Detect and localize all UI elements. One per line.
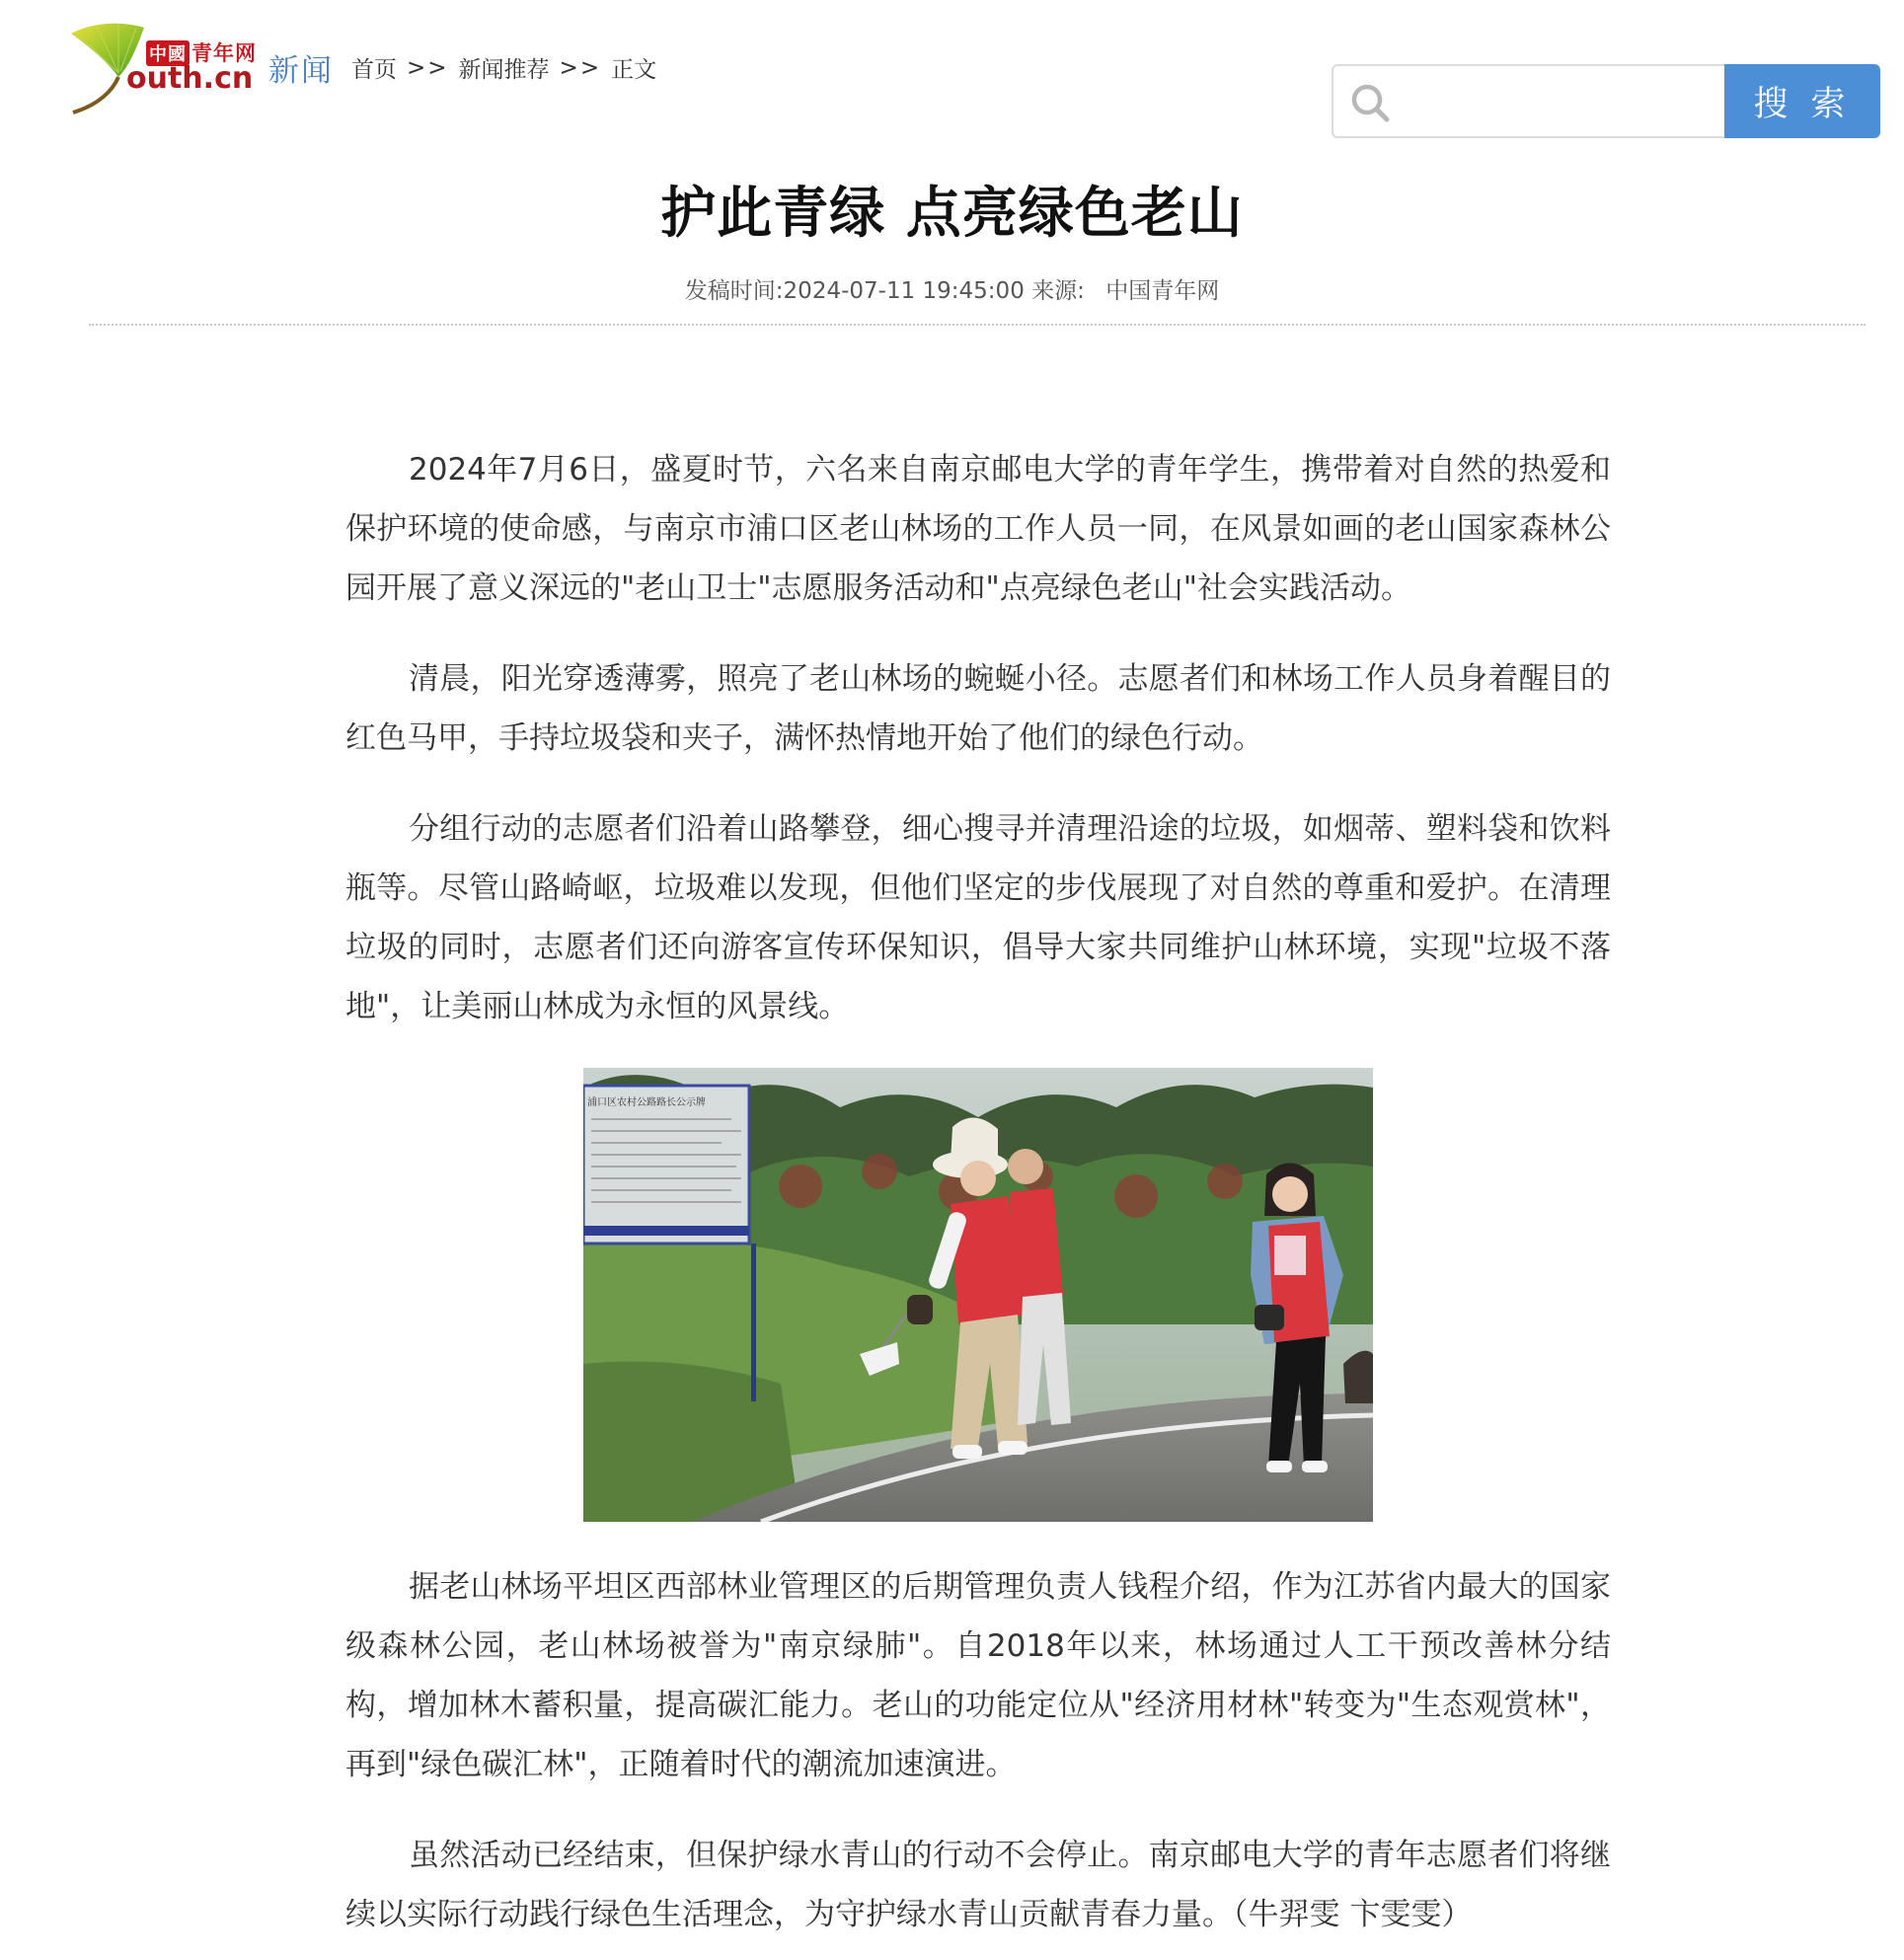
article-paragraph: 清晨，阳光穿透薄雾，照亮了老山林场的蜿蜒小径。志愿者们和林场工作人员身着醒目的红色马甲，手持垃圾袋和夹子，满怀热情地开始了他们的绿色行动。 [345,661,1611,756]
breadcrumb-separator: >> [559,54,602,81]
source-name: 中国青年网 [1105,278,1220,304]
title-divider [89,324,1866,326]
article-paragraph: 2024年7月6日，盛夏时节，六名来自南京邮电大学的青年学生，携带着对自然的热爱和保护环境的使命感，与南京市浦口区老山林场的工作人员一同，在风景如画的老山国家森林公园开展了意义深远的"老山卫士"志愿服务活动和"点亮绿色老山"社会实践活动。 [345,452,1611,606]
logo-english-text: outh.cn [126,61,254,96]
sign-board-text: 浦口区农村公路路长公示牌 [587,1097,706,1108]
search-button[interactable]: 搜 索 [1724,64,1880,138]
article-photo [583,1068,1373,1522]
volunteers-cleaning-photo [583,1068,1373,1522]
article-meta [0,272,1904,305]
breadcrumb-home[interactable]: 首页 [351,57,397,83]
breadcrumb [351,51,656,84]
publish-time: 2024-07-11 19:45:00 [783,278,1025,304]
breadcrumb-separator: >> [407,54,449,81]
search-box [1332,64,1734,138]
search-icon [1347,80,1393,125]
source-label: 来源: [1031,278,1085,304]
logo-chinese-text: 中國 青年网 [146,38,257,67]
site-header [0,0,1904,148]
search-input[interactable] [1403,76,1718,127]
breadcrumb-current: 正文 [611,57,657,83]
article-paragraph: 分组行动的志愿者们沿着山路攀登，细心搜寻并清理沿途的垃圾，如烟蒂、塑料袋和饮料瓶等。尽管山路崎岖，垃圾难以发现，但他们坚定的步伐展现了对自然的尊重和爱护。在清理垃圾的同时，志愿者们还向游客宣传环保知识，倡导大家共同维护山林环境，实现"垃圾不落地"，让美丽山林成为永恒的风景线。 [345,811,1611,1024]
section-link-news[interactable]: 新闻 [268,53,334,89]
article-paragraph: 虽然活动已经结束，但保护绿水青山的行动不会停止。南京邮电大学的青年志愿者们将继续以实际行动践行绿色生活理念，为守护绿水青山贡献青春力量。（牛羿雯 卞雯雯） [345,1838,1611,1932]
article-title: 护此青绿 点亮绿色老山 [660,182,1244,246]
article-paragraph: 据老山林场平坦区西部林业管理区的后期管理负责人钱程介绍，作为江苏省内最大的国家级森林公园，老山林场被誉为"南京绿肺"。自2018年以来，林场通过人工干预改善林分结构，增加林木蓄积量，提高碳汇能力。老山的功能定位从"经济用材林"转变为"生态观赏林"，再到"绿色碳汇林"，正随着时代的潮流加速演进。 [345,1569,1611,1782]
publish-time-label: 发稿时间: [684,278,784,304]
search-bar [1332,64,1880,138]
article-body [345,440,1611,1960]
breadcrumb-category[interactable]: 新闻推荐 [458,57,550,83]
